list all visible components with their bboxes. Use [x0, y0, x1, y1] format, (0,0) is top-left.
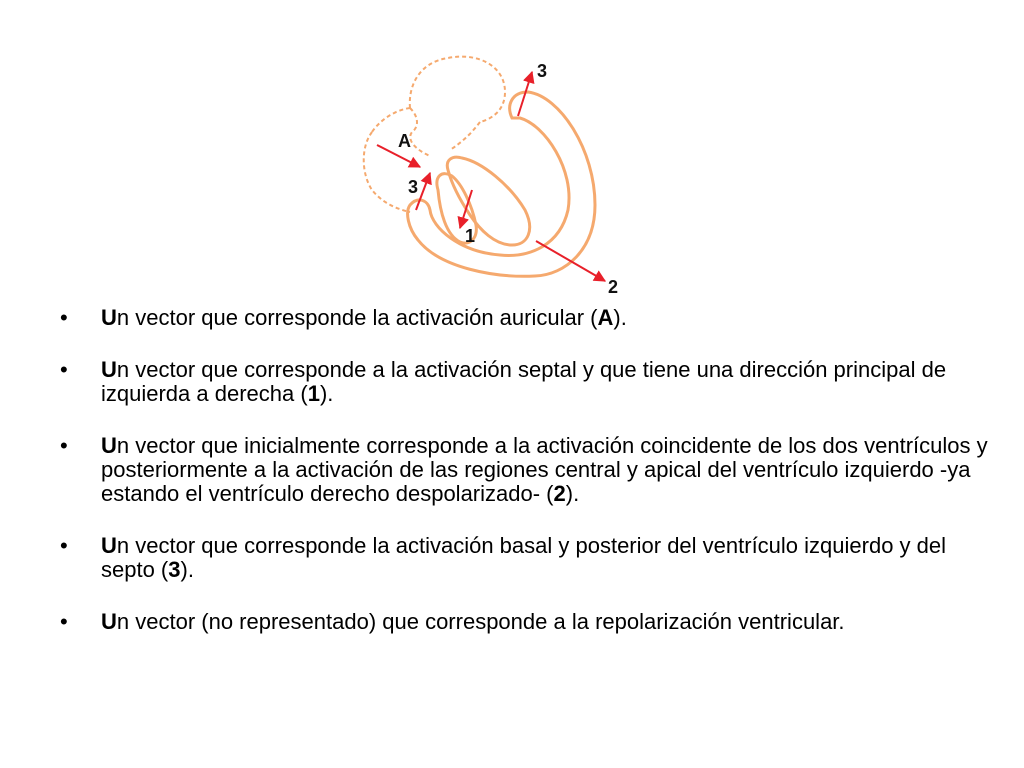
- heart-diagram-svg: [350, 50, 650, 305]
- atrium-valve-outline: [450, 122, 480, 150]
- bullet-body: n vector (no representado) que corresponde a la repolarización ventricular.: [116, 609, 845, 634]
- bullet-body: n vector que corresponde a la activación septal y que tiene una dirección principal de izquierda a derecha (: [101, 357, 947, 406]
- atrial-septum-outline: [410, 108, 430, 156]
- bullet-dot: •: [60, 433, 68, 458]
- bullet-tail: ).: [180, 557, 194, 582]
- label-3-top: 3: [537, 61, 548, 81]
- bullet-ref: 1: [307, 381, 320, 406]
- bullet-dot: •: [60, 533, 68, 558]
- bullet-tail: ).: [613, 305, 627, 330]
- label-a: A: [398, 131, 411, 151]
- heart-vector-diagram: [350, 50, 650, 305]
- list-item: [60, 306, 990, 330]
- bullet-text: [101, 433, 988, 506]
- bullet-body: n vector que corresponde la activación basal y posterior del ventrículo izquierdo y del septo (: [101, 533, 947, 582]
- bullet-ref: A: [597, 305, 614, 330]
- bullet-dot: •: [60, 305, 68, 330]
- bullet-initial: U: [101, 533, 117, 558]
- bullet-text: [101, 357, 946, 406]
- bullet-body: n vector que corresponde la activación auricular (: [116, 305, 598, 330]
- bullet-text: [101, 305, 627, 330]
- vector-explanation-list: [60, 306, 990, 662]
- bullet-text: [101, 609, 845, 634]
- bullet-initial: U: [101, 609, 117, 634]
- label-1: 1: [465, 226, 476, 246]
- bullet-initial: U: [101, 357, 117, 382]
- bullet-ref: 2: [553, 481, 566, 506]
- bullet-dot: •: [60, 357, 68, 382]
- bullet-tail: ).: [565, 481, 580, 506]
- label-2: 2: [608, 277, 619, 297]
- label-3-left: 3: [408, 177, 419, 197]
- atrial-upper-join: [372, 108, 410, 132]
- list-item: [60, 434, 990, 506]
- right-atrium-outline: [410, 57, 505, 122]
- septum-outline: [447, 157, 529, 245]
- bullet-ref: 3: [168, 557, 181, 582]
- list-item: [60, 534, 990, 582]
- bullet-initial: U: [101, 305, 117, 330]
- bullet-dot: •: [60, 609, 68, 634]
- bullet-tail: ).: [319, 381, 334, 406]
- bullet-text: [101, 533, 946, 582]
- list-item: [60, 610, 990, 634]
- list-item: [60, 358, 990, 406]
- bullet-initial: U: [101, 433, 117, 458]
- bullet-body: n vector que inicialmente corresponde a la activación coincidente de los dos ventrículos y posteriormente a la activación de las regiones central y apical del ventrículo izquierdo -ya estando el ventrículo derecho despolarizado- (: [101, 433, 988, 506]
